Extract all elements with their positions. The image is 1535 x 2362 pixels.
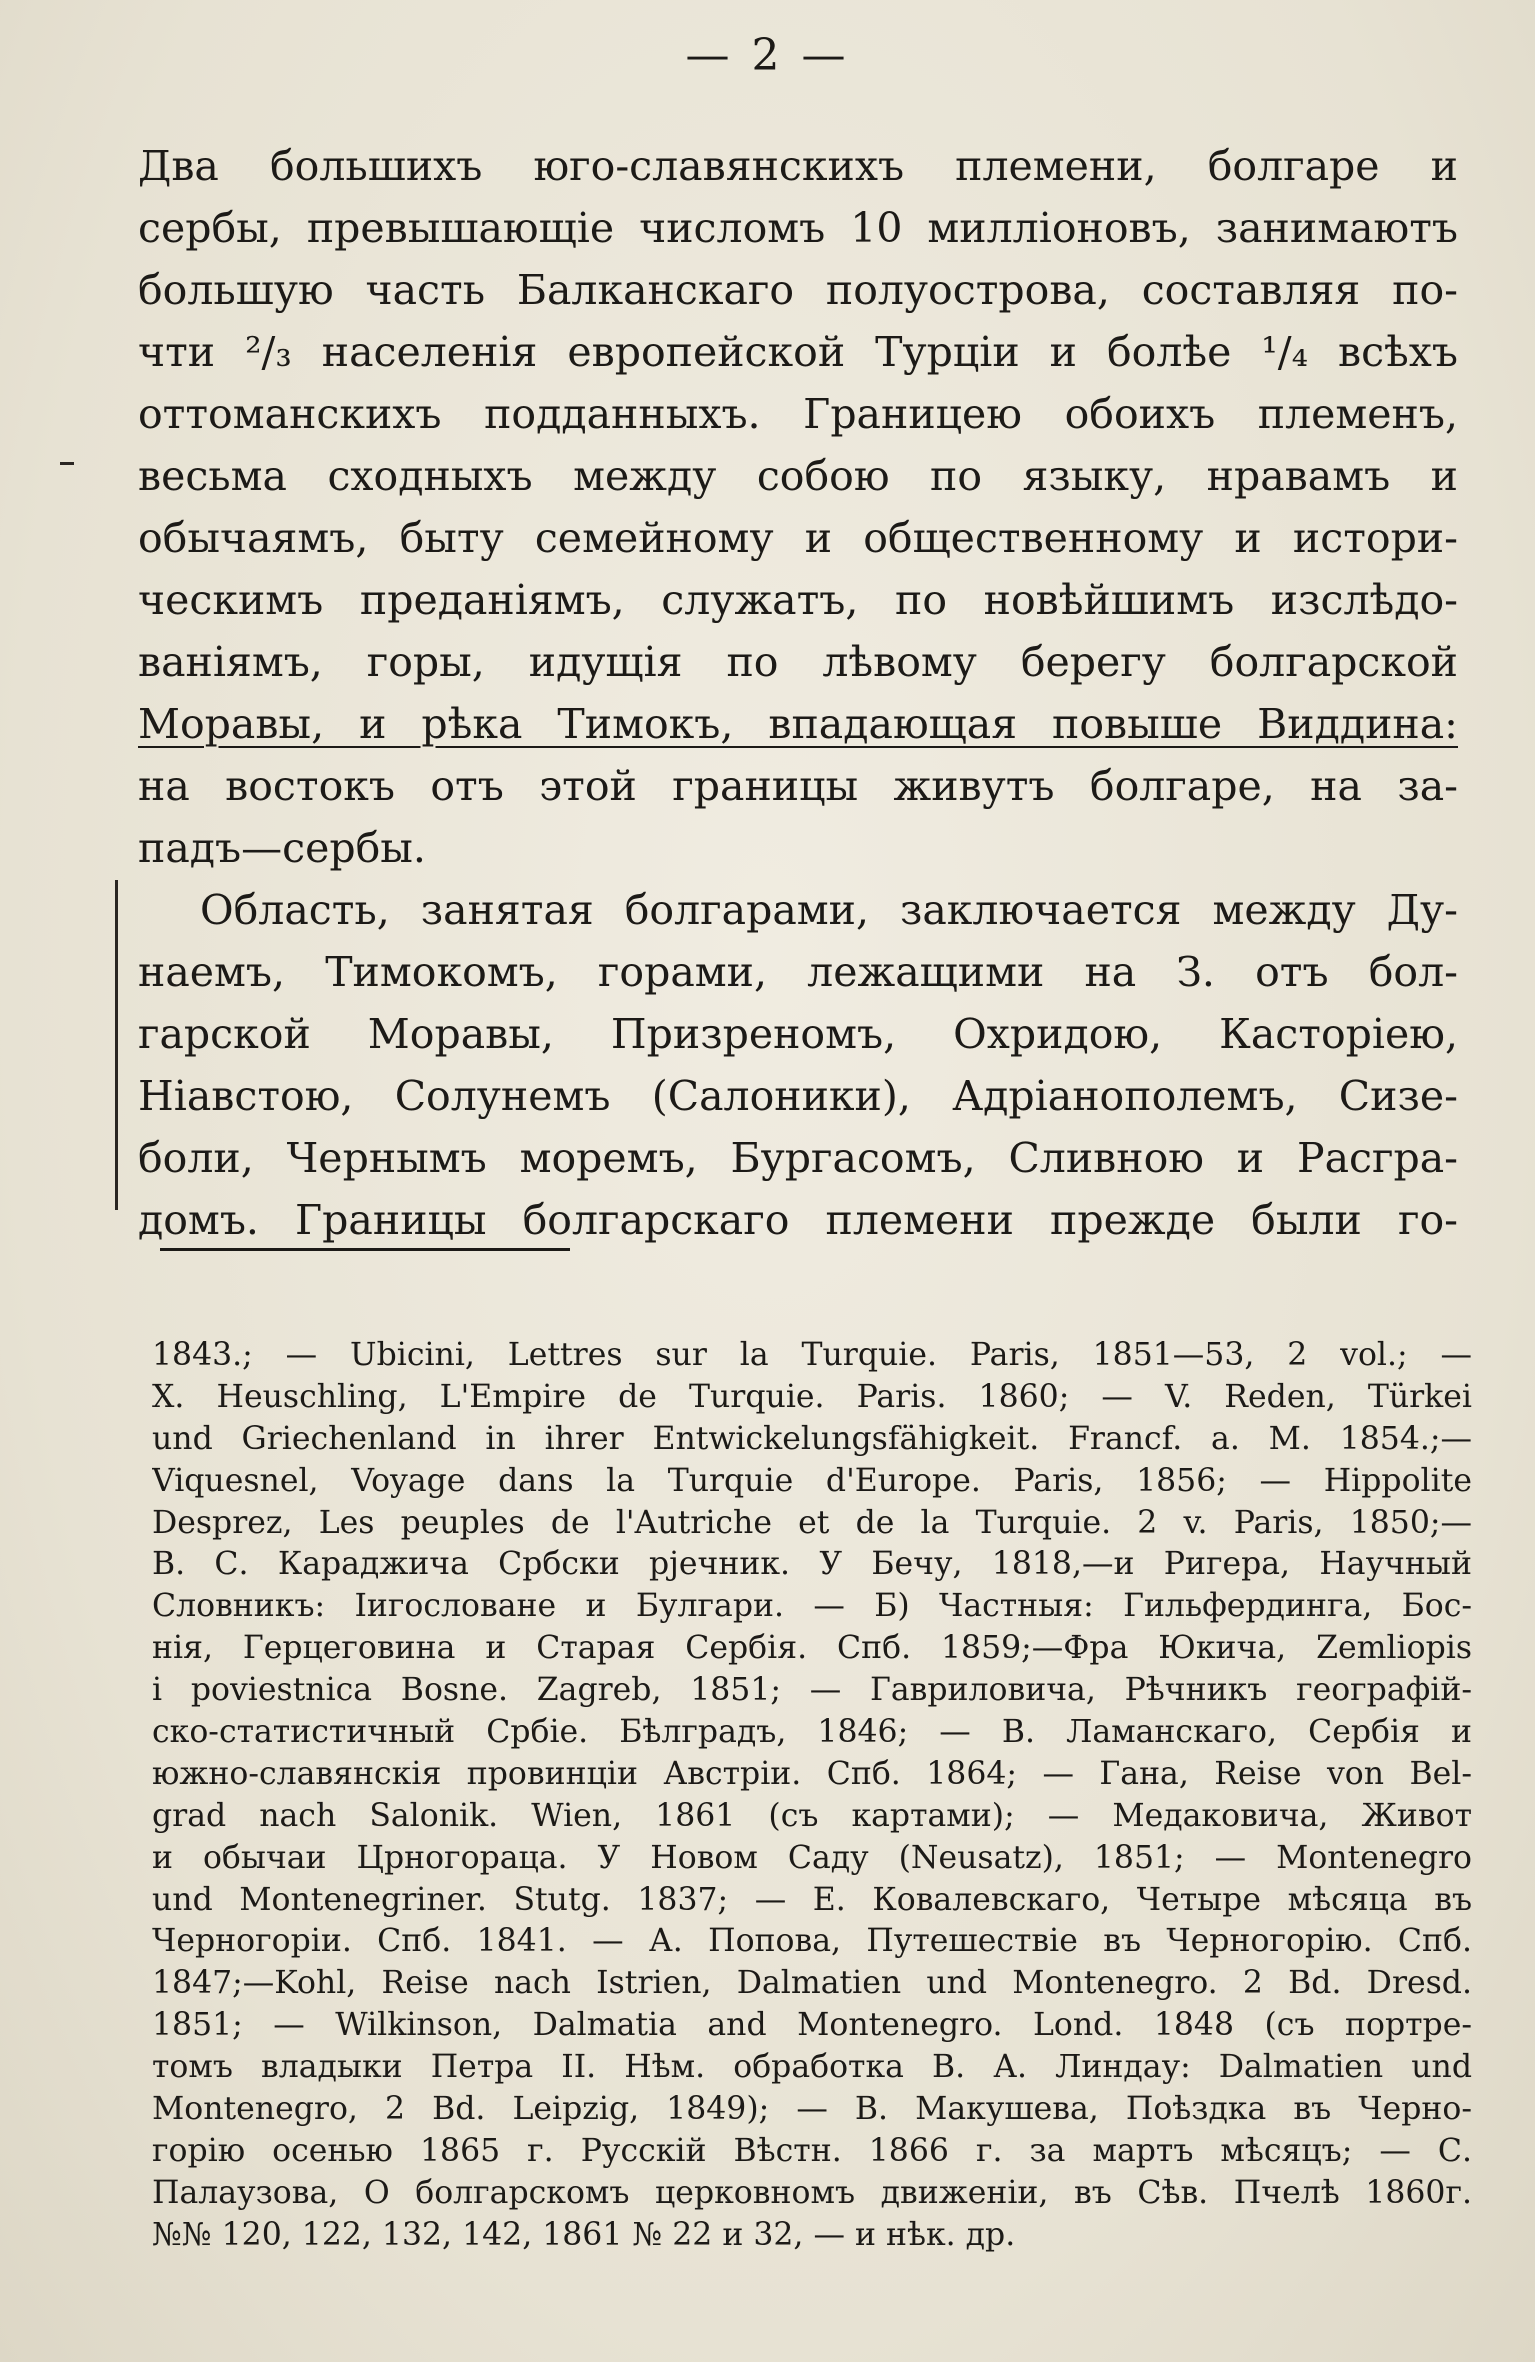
- text-line: чти ²/₃ населенія европейской Турціи и болѣе ¹/₄ всѣхъ: [138, 328, 1458, 376]
- footnote-line: горію осенью 1865 г. Русскій Вѣстн. 1866 г. за мартъ мѣсяцъ; — С.: [152, 2132, 1472, 2169]
- footnote-line: Словникъ: Іигословане и Булгари. — Б) Частныя: Гильфердинга, Бос-: [152, 1588, 1472, 1625]
- text-line: гарской Моравы, Призреномъ, Охридою, Касторіею,: [138, 1010, 1458, 1058]
- footnote-line: und Montenegriner. Stutg. 1837; — Е. Ковалевскаго, Четыре мѣсяца въ: [152, 1881, 1472, 1918]
- underlined-text-line: Моравы, и рѣка Тимокъ, впадающая повыше Виддина:: [138, 700, 1458, 748]
- footnote-line: und Griechenland in ihrer Entwickelungsfähigkeit. Francf. a. M. 1854.;—: [152, 1420, 1472, 1457]
- footnote-separator: [160, 1248, 570, 1251]
- text-line: домъ. Границы болгарскаго племени прежде были го-: [138, 1196, 1458, 1244]
- text-line: Ніавстою, Солунемъ (Салоники), Адріанополемъ, Сизе-: [138, 1072, 1458, 1120]
- footnote-line: X. Heuschling, L'Empire de Turquie. Paris. 1860; — V. Reden, Türkei: [152, 1378, 1472, 1415]
- text-line: ческимъ преданіямъ, служатъ, по новѣйшимъ изслѣдо-: [138, 576, 1458, 624]
- text-line: на востокъ отъ этой границы живутъ болгаре, на за-: [138, 762, 1458, 810]
- margin-bracket-line: [115, 880, 118, 1210]
- page-number: — 2 —: [685, 30, 850, 81]
- footnote-line: Montenegro, 2 Bd. Leipzig, 1849); — В. Макушева, Поѣздка въ Черно-: [152, 2091, 1472, 2128]
- footnote-line: нія, Герцеговина и Старая Сербія. Спб. 1859;—Фра Юкича, Zemliopis: [152, 1630, 1472, 1667]
- text-line: Область, занятая болгарами, заключается между Ду-: [200, 886, 1458, 934]
- footnote-line: Черногоріи. Спб. 1841. — А. Попова, Путешествіе въ Черногорію. Спб.: [152, 1923, 1472, 1960]
- footnote-line: №№ 120, 122, 132, 142, 1861 № 22 и 32, — и нѣк. др.: [152, 2216, 1016, 2253]
- footnote-line: 1847;—Kohl, Reise nach Istrien, Dalmatien und Montenegro. 2 Bd. Dresd.: [152, 1965, 1472, 2002]
- text-line: оттоманскихъ подданныхъ. Границею обоихъ племенъ,: [138, 390, 1458, 438]
- text-line: боли, Чернымъ моремъ, Бургасомъ, Сливною и Расгра-: [138, 1134, 1458, 1182]
- footnote-line: 1851; — Wilkinson, Dalmatia and Montenegro. Lond. 1848 (съ портре-: [152, 2007, 1472, 2044]
- margin-mark: [60, 462, 74, 465]
- footnote-line: Viquesnel, Voyage dans la Turquie d'Europe. Paris, 1856; — Hippolite: [152, 1462, 1472, 1499]
- text-line: весьма сходныхъ между собою по языку, нравамъ и: [138, 452, 1458, 500]
- text-line: большую часть Балканскаго полуострова, составляя по-: [138, 266, 1458, 314]
- text-line: наемъ, Тимокомъ, горами, лежащими на З. отъ бол-: [138, 948, 1458, 996]
- footnote-line: томъ владыки Петра II. Нѣм. обработка В. А. Линдау: Dalmatien und: [152, 2049, 1472, 2086]
- footnote-line: grad nach Salonik. Wien, 1861 (съ картами); — Медаковича, Живот: [152, 1797, 1472, 1834]
- footnote-line: ско-статистичный Србіе. Бѣлградъ, 1846; — В. Ламанскаго, Сербія и: [152, 1714, 1472, 1751]
- footnote-line: Палаузова, О болгарскомъ церковномъ движеніи, въ Сѣв. Пчелѣ 1860г.: [152, 2174, 1472, 2211]
- footnote-line: Desprez, Les peuples de l'Autriche et de la Turquie. 2 v. Paris, 1850;—: [152, 1504, 1472, 1541]
- text-line: сербы, превышающіе числомъ 10 милліоновъ, занимаютъ: [138, 204, 1458, 252]
- footnote-line: i poviestnica Bosne. Zagreb, 1851; — Гавриловича, Рѣчникъ географій-: [152, 1672, 1472, 1709]
- text-line: падъ—сербы.: [138, 824, 426, 872]
- footnote-line: В. С. Караджича Србски рјечник. У Бечу, 1818,—и Ригера, Научный: [152, 1546, 1472, 1583]
- text-line: ваніямъ, горы, идущія по лѣвому берегу болгарской: [138, 638, 1458, 686]
- footnote-line: 1843.; — Ubicini, Lettres sur la Turquie. Paris, 1851—53, 2 vol.; —: [152, 1337, 1472, 1373]
- footnote-line: и обычаи Црногораца. У Новом Саду (Neusatz), 1851; — Montenegro: [152, 1839, 1472, 1876]
- text-line: Два большихъ юго-славянскихъ племени, болгаре и: [138, 142, 1458, 190]
- main-text: [138, 135, 1458, 1251]
- footnote-line: южно-славянскія провинціи Австріи. Спб. 1864; — Гана, Reise von Bel-: [152, 1755, 1472, 1792]
- text-line: обычаямъ, быту семейному и общественному и истори-: [138, 514, 1458, 562]
- footnotes: [152, 1335, 1472, 2257]
